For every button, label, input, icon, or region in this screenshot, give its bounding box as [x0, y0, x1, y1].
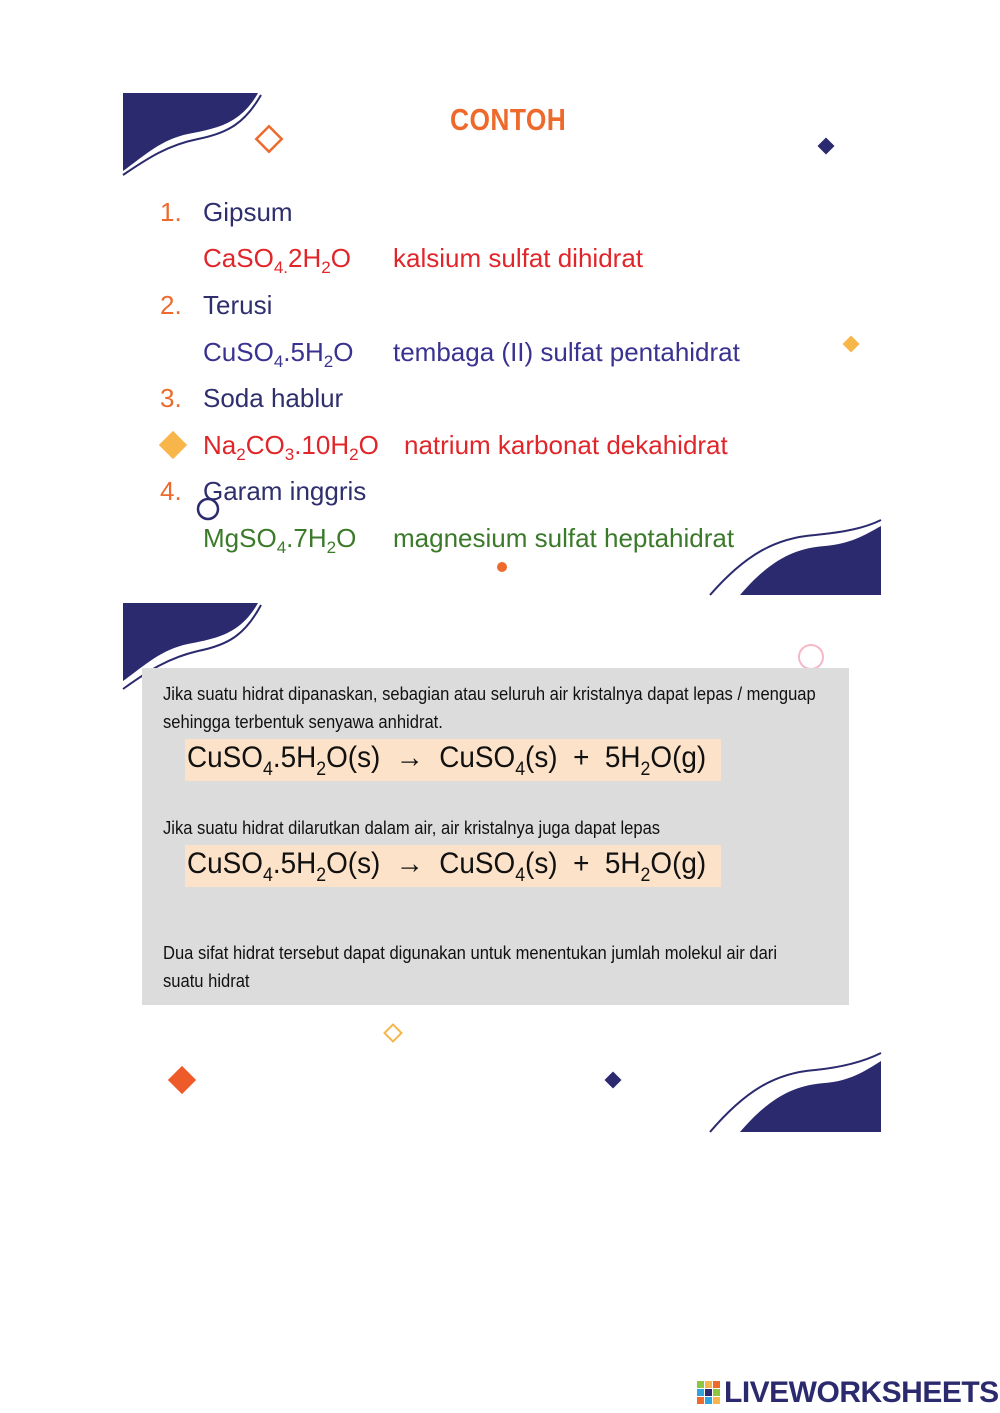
paragraph-conclusion-line2: suatu hidrat	[163, 971, 250, 991]
amber-diamond-small-icon	[841, 334, 861, 354]
item-description: tembaga (II) sulfat pentahidrat	[393, 337, 740, 367]
slide-title: CONTOH	[450, 102, 567, 137]
item-formula: $MgSO_4.7H_2O$	[203, 523, 357, 557]
amber-diamond-large-icon	[156, 428, 190, 462]
bottom-right-wave-shape	[710, 520, 882, 596]
liveworksheets-logo-icon	[697, 1381, 721, 1405]
item-name: Gipsum	[203, 197, 293, 227]
orange-red-diamond-icon	[164, 1062, 200, 1098]
item-description: kalsium sulfat dihidrat	[393, 243, 643, 273]
liveworksheets-logo-text[interactable]: LIVEWORKSHEETS	[724, 1376, 999, 1409]
item-number: 2.	[160, 290, 182, 320]
item-description: magnesium sulfat heptahidrat	[393, 523, 735, 553]
equation-heating: $CuSO_4.5H_2O(s)$ → CuSO$_4$(s) + $5H_2O(g)$	[187, 741, 707, 780]
item-name: Terusi	[203, 290, 273, 320]
item-description: natrium karbonat dekahidrat	[404, 430, 728, 460]
item-formula: $CaSO_{4.}2H_2O$	[203, 243, 351, 277]
navy-diamond-small-icon	[603, 1070, 623, 1090]
paragraph-conclusion-line1: Dua sifat hidrat tersebut dapat digunakan untuk menentukan jumlah molekul air dari	[163, 943, 778, 963]
equation-dissolving: $CuSO_4.5H_2O(s)$ → CuSO$_4$(s) + $5H_2O(g)$	[187, 847, 707, 886]
orange-diamond-outline-icon	[253, 123, 285, 155]
item-name: Garam inggris	[203, 476, 367, 506]
item-number: 3.	[160, 383, 182, 413]
navy-diamond-icon	[816, 136, 836, 156]
item-name: Soda hablur	[203, 383, 344, 413]
paragraph-heating-line2: sehingga terbentuk senyawa anhidrat.	[163, 712, 443, 732]
orange-diamond-outline-small-icon	[382, 1022, 404, 1044]
item-number: 4.	[160, 476, 182, 506]
paragraph-dissolving: Jika suatu hidrat dilarutkan dalam air, air kristalnya juga dapat lepas	[163, 818, 661, 838]
item-formula: $Na_2CO_3.10H_2O$	[203, 430, 379, 464]
paragraph-heating-line1: Jika suatu hidrat dipanaskan, sebagian atau seluruh air kristalnya dapat lepas / menguap	[163, 684, 816, 704]
item-number: 1.	[160, 197, 182, 227]
item-formula: $CuSO_4.5H_2O$	[203, 337, 354, 371]
bottom-right-wave-shape-2	[710, 1053, 882, 1133]
orange-dot-icon	[496, 561, 508, 573]
top-left-wave-shape	[123, 93, 263, 178]
